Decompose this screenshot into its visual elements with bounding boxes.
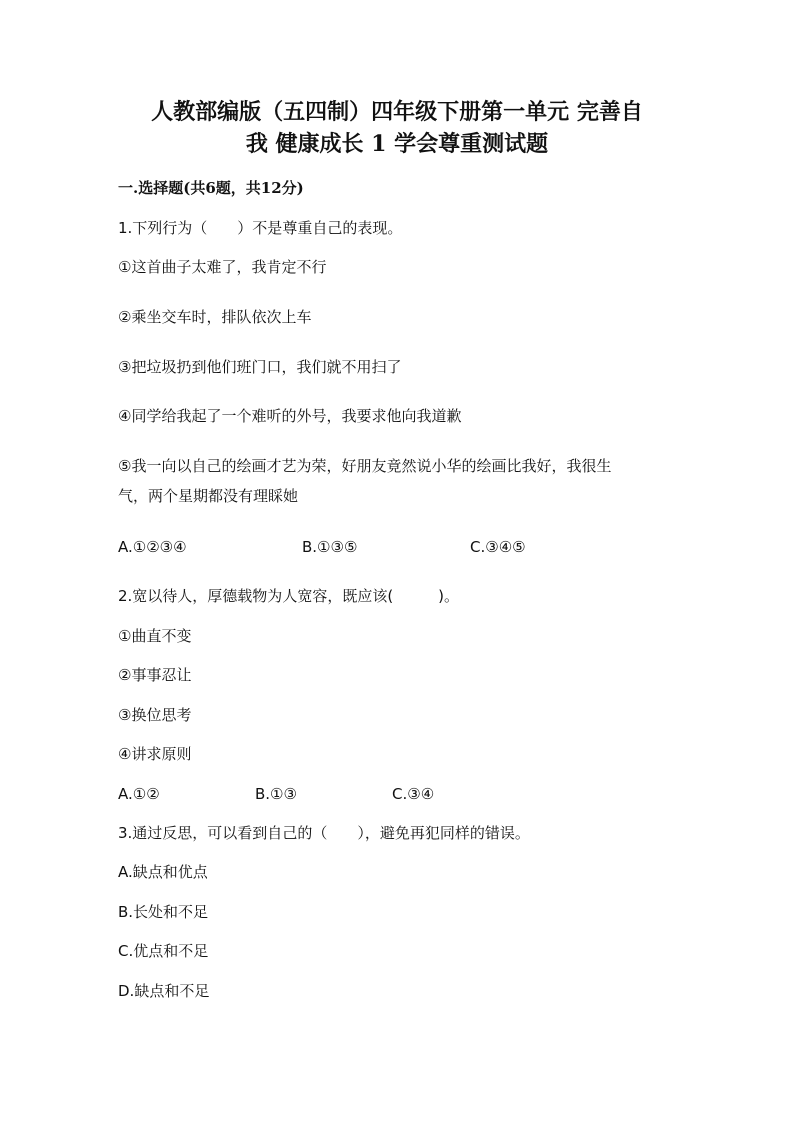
question-1-option-c[interactable]: C.③④⑤ bbox=[470, 538, 526, 556]
question-2-item-3: ③换位思考 bbox=[118, 706, 192, 724]
question-1-item-5: ⑤我一向以自己的绘画才艺为荣，好朋友竟然说小华的绘画比我好，我很生 bbox=[118, 457, 612, 475]
page-title-line-2: 我 健康成长 1 学会尊重测试题 bbox=[245, 131, 549, 157]
question-3-option-a[interactable]: A.缺点和优点 bbox=[118, 863, 208, 881]
question-1-item-3: ③把垃圾扔到他们班门口，我们就不用扫了 bbox=[118, 358, 402, 376]
question-1-item-1: ①这首曲子太难了，我肯定不行 bbox=[118, 258, 327, 276]
question-3-stem: 3.通过反思，可以看到自己的（ ），避免再犯同样的错误。 bbox=[118, 824, 530, 842]
question-2-item-4: ④讲求原则 bbox=[118, 745, 192, 763]
question-3-option-c[interactable]: C.优点和不足 bbox=[118, 942, 209, 960]
question-3-option-b[interactable]: B.长处和不足 bbox=[118, 903, 209, 921]
question-2-option-b[interactable]: B.①③ bbox=[255, 785, 297, 803]
question-1-item-5-continued: 气，两个星期都没有理睬她 bbox=[118, 487, 299, 505]
question-1-option-b[interactable]: B.①③⑤ bbox=[302, 538, 358, 556]
question-1-option-a[interactable]: A.①②③④ bbox=[118, 538, 187, 556]
question-1-stem: 1.下列行为（ ）不是尊重自己的表现。 bbox=[118, 219, 403, 237]
question-2-option-a[interactable]: A.①② bbox=[118, 785, 160, 803]
question-1-item-4: ④同学给我起了一个难听的外号，我要求他向我道歉 bbox=[118, 407, 462, 425]
question-2-item-1: ①曲直不变 bbox=[118, 627, 192, 645]
question-2-stem: 2.宽以待人，厚德载物为人宽容，既应该( )。 bbox=[118, 587, 460, 605]
question-2-option-c[interactable]: C.③④ bbox=[392, 785, 435, 803]
question-2-item-2: ②事事忍让 bbox=[118, 666, 192, 684]
page-title-line-1: 人教部编版（五四制）四年级下册第一单元 完善自 bbox=[151, 99, 643, 125]
question-3-option-d[interactable]: D.缺点和不足 bbox=[118, 982, 210, 1000]
section-heading: 一.选择题(共6题，共12分) bbox=[118, 179, 304, 197]
question-1-item-2: ②乘坐交车时，排队依次上车 bbox=[118, 308, 312, 326]
